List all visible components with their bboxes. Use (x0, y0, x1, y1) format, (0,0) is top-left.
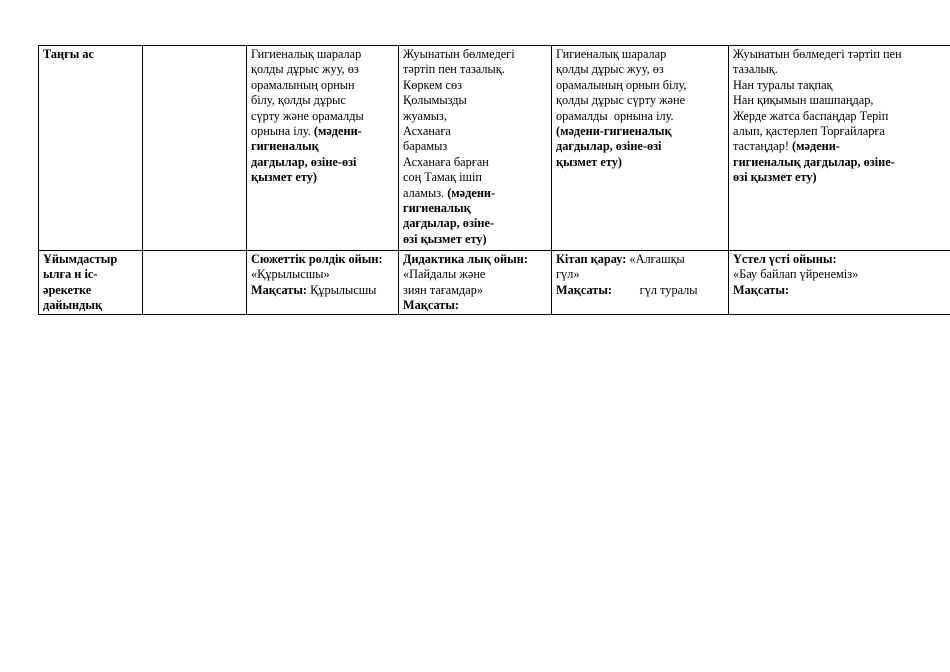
bold-line: (мәдени-гигиеналық (556, 124, 672, 139)
bold-line: дағдылар, өзіне- (403, 216, 494, 231)
bold-line: қызмет ету) (556, 154, 622, 169)
text-line: «Пайдалы және (403, 267, 486, 282)
row-label-cell (39, 46, 143, 251)
activity-cell (247, 46, 399, 251)
text-line (251, 124, 394, 139)
text-line: қолды дұрыс жуу, өз (556, 62, 664, 77)
table-row-breakfast (39, 46, 950, 251)
bold-line: өзі қызмет ету) (403, 231, 487, 246)
text-segment: аламыз. (403, 185, 445, 200)
goal-label: Мақсаты: (251, 282, 308, 297)
heading-bold: Дидактика лық ойын: (403, 252, 528, 266)
text-line: тазалық. (733, 62, 778, 77)
text-line: сүрту және орамалды (251, 108, 364, 123)
text-line (733, 139, 946, 154)
row-label: Таңғы ас (43, 47, 94, 61)
schedule-table (38, 45, 950, 315)
activity-cell (247, 251, 399, 315)
goal-label: Мақсаты: (403, 298, 460, 313)
activity-goal (251, 283, 394, 298)
heading-bold: Кітап қарау: (556, 252, 627, 266)
goal-label: Мақсаты: (556, 282, 613, 297)
text-line: тәртіп пен тазалық. (403, 62, 505, 77)
activity-cell (729, 46, 950, 251)
goal-label: Мақсаты: (733, 282, 790, 297)
text-segment: тастаңдар! (733, 139, 789, 154)
text-line: зиян тағамдар» (403, 282, 484, 297)
text-line: «Құрылысшы» (251, 267, 330, 282)
empty-cell (143, 46, 247, 251)
text-line: Қолымызды (403, 93, 467, 108)
text-line: орамалының орнын білу, (556, 77, 687, 92)
text-line: Көркем сөз (403, 77, 462, 92)
row-label-line: дайындық (43, 298, 103, 313)
text-line: Нан туралы тақпақ (733, 77, 833, 92)
text-line: орамалды орнына ілу. (556, 108, 674, 123)
bold-line: дағдылар, өзіне-өзі (556, 139, 662, 154)
goal-text: гүл туралы (612, 282, 698, 297)
text-line: Жуынатын бөлмедегі (403, 47, 515, 61)
bold-segment: (мәдени- (788, 139, 840, 154)
text-line: гүл» (556, 267, 580, 282)
bold-segment: (мәдени- (310, 124, 362, 139)
text-line: қолды дұрыс сүрту және (556, 93, 686, 108)
table-row-preparation (39, 251, 950, 315)
text-line: Асханаға (403, 124, 451, 139)
text-line: Гигиеналық шаралар (556, 47, 667, 61)
text-line: соң Тамақ ішіп (403, 170, 483, 185)
text-line: Жерде жатса баспаңдар Теріп (733, 108, 889, 123)
activity-cell (399, 251, 552, 315)
activity-goal (403, 298, 547, 313)
bold-segment: (мәдени- (444, 185, 496, 200)
row-label-line: Ұйымдастыр (43, 252, 118, 266)
bold-line: гигиеналық (251, 139, 319, 154)
text-line: Нан қиқымын шашпаңдар, (733, 93, 874, 108)
text-line: барамыз (403, 139, 448, 154)
empty-cell (143, 251, 247, 315)
activity-heading (403, 252, 547, 267)
activity-heading (556, 252, 724, 267)
text-segment: орнына ілу. (251, 124, 311, 139)
heading-bold: Үстел үсті ойыны: (733, 252, 837, 266)
row-label-line: әрекетке (43, 282, 92, 297)
bold-line: гигиеналық (403, 201, 471, 216)
activity-cell (552, 251, 729, 315)
heading-text: «Алғашқы (626, 252, 685, 266)
text-line: Асханаға барған (403, 154, 489, 169)
text-line: жуамыз, (403, 108, 447, 123)
bold-line: дағдылар, өзіне-өзі (251, 154, 357, 169)
row-label-cell (39, 251, 143, 315)
activity-goal (733, 283, 946, 298)
activity-goal (556, 283, 724, 298)
text-line: алып, қастерлеп Торғайларға (733, 124, 885, 139)
activity-cell (552, 46, 729, 251)
text-line: Гигиеналық шаралар (251, 47, 362, 61)
bold-line: гигиеналық дағдылар, өзіне- (733, 154, 895, 169)
activity-heading (733, 252, 946, 267)
text-line: білу, қолды дұрыс (251, 93, 346, 108)
activity-cell (399, 46, 552, 251)
bold-line: өзі қызмет ету) (733, 170, 817, 185)
heading-bold: Сюжеттік рөлдік ойын: (251, 252, 383, 266)
text-line: орамалының орнын (251, 77, 355, 92)
text-line: «Бау байлап үйренеміз» (733, 267, 859, 282)
row-label-line: ылға н іс- (43, 267, 98, 282)
text-line (403, 186, 547, 201)
goal-text: Құрылысшы (307, 282, 377, 297)
bold-line: қызмет ету) (251, 170, 317, 185)
text-line: қолды дұрыс жуу, өз (251, 62, 359, 77)
activity-cell (729, 251, 950, 315)
activity-heading (251, 252, 394, 267)
text-line: Жуынатын бөлмедегі тәртіп пен (733, 47, 902, 61)
